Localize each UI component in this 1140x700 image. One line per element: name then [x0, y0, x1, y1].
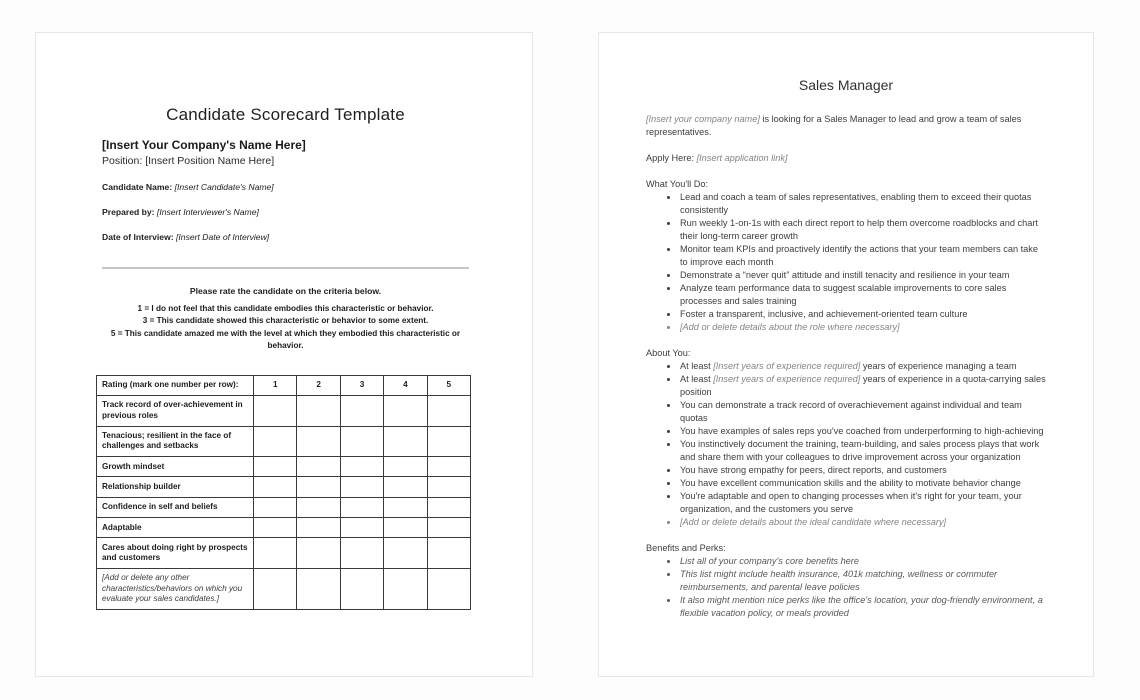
rating-cell[interactable] [340, 457, 383, 477]
rating-instructions: Please rate the candidate on the criteria below. [189, 286, 382, 296]
text-segment: Lead and coach a team of sales representatives, enabling them to exceed their quotas consistently [680, 192, 1032, 215]
job-bullet-item [679, 243, 1046, 269]
job-bullet-item [679, 490, 1046, 516]
rating-cell[interactable] [384, 518, 427, 538]
position-line [102, 155, 469, 167]
scorecard-field-row [102, 232, 469, 242]
rating-cell[interactable] [427, 538, 470, 569]
company-name-line: [Insert Your Company's Name Here] [102, 138, 306, 152]
job-title: Sales Manager [798, 77, 894, 93]
job-description-content [599, 33, 1093, 620]
rating-cell[interactable] [297, 477, 340, 497]
criterion-cell: [Add or delete any other characteristics/behaviors on which you evaluate your sales candidates.] [97, 568, 254, 609]
text-segment: Apply Here: [646, 153, 697, 163]
rating-cell[interactable] [254, 518, 297, 538]
job-section [646, 178, 1046, 334]
rating-cell[interactable] [254, 538, 297, 569]
rating-table-header-number: 5 [427, 375, 470, 395]
rating-table [96, 375, 471, 610]
job-section-heading: About You: [646, 348, 691, 358]
job-bullet-item [679, 321, 1046, 334]
text-segment: [Insert your company name] [646, 114, 760, 124]
job-bullet-item [679, 373, 1046, 399]
scorecard-field-row [102, 207, 469, 217]
text-segment: Foster a transparent, inclusive, and achievement-oriented team culture [680, 309, 968, 319]
rating-table-header-number: 3 [340, 375, 383, 395]
text-segment: You instinctively document the training, team-building, and sales process plays that work and share them with your colleagues to drive improvement across your organization [680, 439, 1040, 462]
rating-cell[interactable] [297, 538, 340, 569]
position-label: Position: [102, 155, 143, 167]
rating-table-row [97, 538, 471, 569]
rating-cell[interactable] [340, 538, 383, 569]
job-bullet-item [679, 516, 1046, 529]
rating-cell[interactable] [427, 568, 470, 609]
text-segment: [Add or delete details about the role where necessary] [680, 322, 900, 332]
text-segment: [Insert years of experience required] [713, 361, 861, 371]
text-segment: Demonstrate a “never quit” attitude and instill tenacity and resilience in your team [680, 270, 1010, 280]
text-segment: [Insert application link] [696, 153, 788, 163]
job-description-page [598, 32, 1094, 677]
job-bullet-item [679, 360, 1046, 373]
rating-table-header-label: Rating (mark one number per row): [97, 375, 254, 395]
rating-cell[interactable] [297, 518, 340, 538]
job-bullet-item [679, 568, 1046, 594]
field-label: Candidate Name: [102, 182, 173, 192]
job-bullet-item [679, 464, 1046, 477]
job-section [646, 347, 1046, 529]
rating-cell[interactable] [384, 538, 427, 569]
rating-cell[interactable] [297, 426, 340, 457]
text-segment: This list might include health insurance, 401k matching, wellness or commuter reimbursements, and parental leave policies [680, 569, 998, 592]
rating-cell[interactable] [340, 568, 383, 609]
criterion-cell: Relationship builder [97, 477, 254, 497]
rating-cell[interactable] [297, 395, 340, 426]
text-segment: Monitor team KPIs and proactively identify the actions that your team members can take to improve each month [680, 244, 1038, 267]
apply-here-line [646, 152, 1046, 165]
rating-cell[interactable] [427, 457, 470, 477]
rating-cell[interactable] [384, 568, 427, 609]
field-label: Date of Interview: [102, 232, 174, 242]
rating-table-row [97, 395, 471, 426]
text-segment: It also might mention nice perks like the office's location, your dog-friendly environment, a flexible vacation policy, or meals provided [680, 595, 1043, 618]
criterion-cell: Track record of over-achievement in previous roles [97, 395, 254, 426]
rating-cell[interactable] [384, 497, 427, 517]
field-label: Prepared by: [102, 207, 155, 217]
job-bullet-item [679, 282, 1046, 308]
rating-scale-line: 3 = This candidate showed this characteristic or behavior to some extent. [142, 316, 429, 326]
job-bullet-item [679, 308, 1046, 321]
rating-cell[interactable] [427, 497, 470, 517]
rating-cell[interactable] [427, 518, 470, 538]
rating-table-row [97, 457, 471, 477]
field-placeholder: [Insert Interviewer's Name] [154, 207, 259, 217]
job-bullet-item [679, 594, 1046, 620]
job-bullet-item [679, 555, 1046, 568]
text-segment: years of experience in a quota-carrying sales position [680, 374, 1046, 397]
rating-cell[interactable] [254, 426, 297, 457]
text-segment: years of experience managing a team [860, 361, 1017, 371]
criterion-cell: Cares about doing right by prospects and customers [97, 538, 254, 569]
rating-cell[interactable] [254, 477, 297, 497]
rating-table-header-number: 4 [384, 375, 427, 395]
job-bullet-item [679, 191, 1046, 217]
rating-table-body [97, 395, 471, 609]
job-bullet-item [679, 269, 1046, 282]
scorecard-page [35, 32, 533, 677]
job-bullet-item [679, 477, 1046, 490]
job-bullet-item [679, 217, 1046, 243]
rating-scale-line: 1 = I do not feel that this candidate embodies this characteristic or behavior. [137, 304, 434, 313]
criterion-cell: Confidence in self and beliefs [97, 497, 254, 517]
rating-table-header-number: 1 [254, 375, 297, 395]
rating-cell[interactable] [254, 497, 297, 517]
rating-cell[interactable] [384, 477, 427, 497]
rating-scale-line: 5 = This candidate amazed me with the level at which they embodied this characteristic or behavior. [110, 328, 461, 351]
scorecard-fields [102, 182, 469, 242]
rating-cell[interactable] [340, 518, 383, 538]
field-placeholder: [Insert Candidate's Name] [172, 182, 274, 192]
rating-table-row [97, 426, 471, 457]
rating-cell[interactable] [427, 426, 470, 457]
scorecard-content [36, 33, 532, 610]
job-bullet-item [679, 399, 1046, 425]
text-segment: Run weekly 1-on-1s with each direct report to help them overcome roadblocks and chart their long-term career growth [680, 218, 1038, 241]
rating-table-header-number: 2 [297, 375, 340, 395]
rating-cell[interactable] [297, 497, 340, 517]
rating-cell[interactable] [384, 395, 427, 426]
rating-cell[interactable] [340, 426, 383, 457]
job-intro-paragraph [646, 113, 1046, 139]
text-segment: At least [680, 361, 714, 371]
job-section-list [646, 360, 1046, 529]
text-segment: You can demonstrate a track record of overachievement against individual and team quotas [680, 400, 1022, 423]
rating-table-row [97, 518, 471, 538]
rating-cell[interactable] [427, 395, 470, 426]
field-placeholder: [Insert Date of Interview] [173, 232, 270, 242]
rating-cell[interactable] [340, 395, 383, 426]
rating-cell[interactable] [340, 497, 383, 517]
rating-table-head [97, 375, 471, 395]
criterion-cell: Adaptable [97, 518, 254, 538]
rating-table-row [97, 477, 471, 497]
scorecard-title: Candidate Scorecard Template [166, 105, 405, 124]
text-segment: You have excellent communication skills and the ability to motivate behavior change [680, 478, 1021, 488]
text-segment: [Insert years of experience required] [713, 374, 861, 384]
rating-cell[interactable] [254, 568, 297, 609]
job-section-list [646, 191, 1046, 334]
text-segment: Analyze team performance data to suggest scalable improvements to core sales processes and sales training [680, 283, 1007, 306]
text-segment: At least [680, 374, 714, 384]
rating-cell[interactable] [297, 568, 340, 609]
rating-cell[interactable] [297, 457, 340, 477]
text-segment: You have examples of sales reps you've coached from underperforming to high-achieving [680, 426, 1044, 436]
job-bullet-item [679, 438, 1046, 464]
job-sections [646, 178, 1046, 620]
text-segment: List all of your company's core benefits here [680, 556, 859, 566]
text-segment: You have strong empathy for peers, direct reports, and customers [680, 465, 947, 475]
criterion-cell: Growth mindset [97, 457, 254, 477]
rating-cell[interactable] [427, 477, 470, 497]
job-section-list [646, 555, 1046, 620]
position-placeholder: [Insert Position Name Here] [145, 155, 275, 167]
rating-scale-legend [102, 303, 469, 353]
rating-cell[interactable] [340, 477, 383, 497]
rating-table-row [97, 497, 471, 517]
rating-cell[interactable] [384, 457, 427, 477]
job-section [646, 542, 1046, 620]
text-segment: is looking for a Sales Manager to lead and grow a team of sales representatives. [646, 114, 1022, 137]
text-segment: You're adaptable and open to changing processes when it's right for your team, your organization, and the customers you serve [680, 491, 1022, 514]
job-section-heading: Benefits and Perks: [646, 543, 726, 553]
job-bullet-item [679, 425, 1046, 438]
rating-cell[interactable] [254, 395, 297, 426]
scorecard-field-row [102, 182, 469, 192]
rating-table-row [97, 568, 471, 609]
criterion-cell: Tenacious; resilient in the face of challenges and setbacks [97, 426, 254, 457]
rating-cell[interactable] [384, 426, 427, 457]
text-segment: [Add or delete details about the ideal candidate where necessary] [680, 517, 947, 527]
rating-table-header-row [97, 375, 471, 395]
rating-cell[interactable] [254, 457, 297, 477]
job-section-heading: What You'll Do: [646, 179, 709, 189]
section-divider [102, 267, 469, 269]
